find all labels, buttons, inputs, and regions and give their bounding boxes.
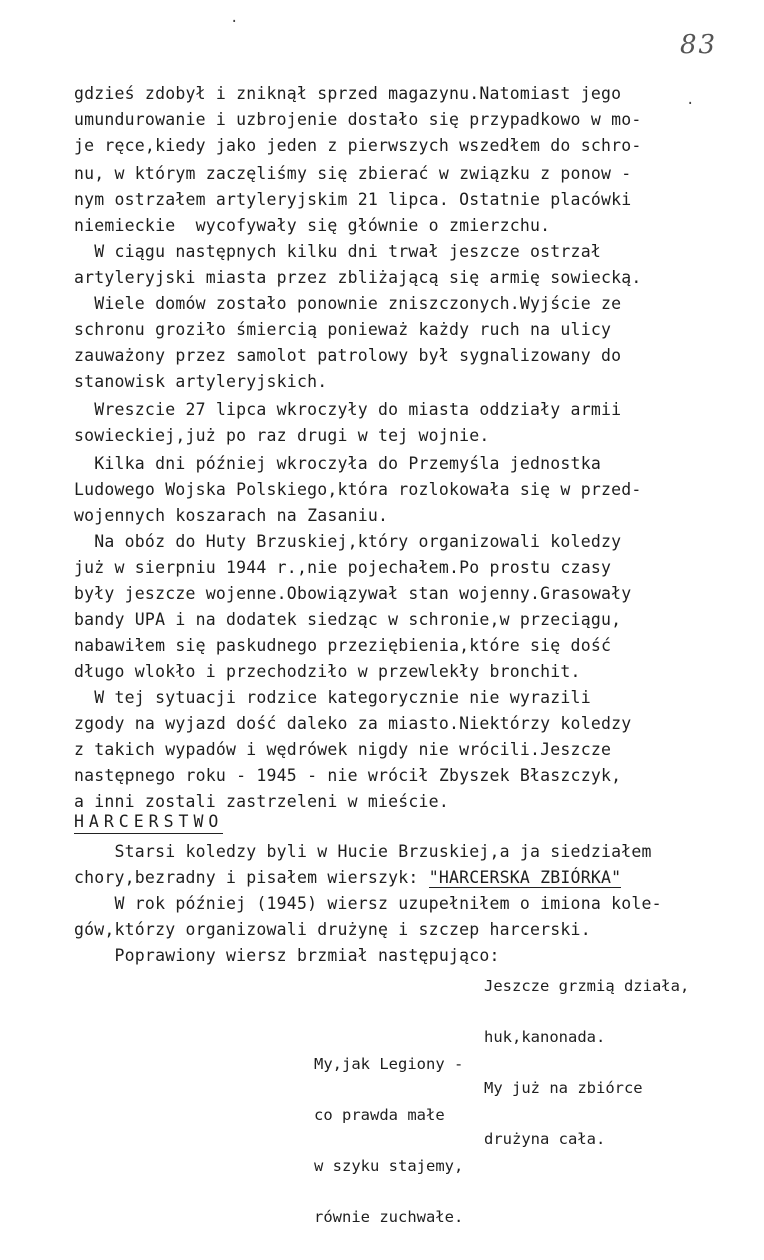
poem-line: huk,kanonada.	[484, 1028, 606, 1046]
poem-line: równie zuchwałe.	[314, 1208, 464, 1226]
poem-line: My,jak Legiony -	[314, 1055, 464, 1073]
text-line: nu, w którym zaczęliśmy się zbierać w związku z ponow -	[74, 164, 632, 183]
text-line: nym ostrzałem artyleryjskim 21 lipca. Ostatnie placówki	[74, 190, 632, 209]
text-line: niemieckie wycofywały się głównie o zmierzchu.	[74, 216, 551, 235]
text-line: gdzieś zdobył i zniknął sprzed magazynu.Natomiast jego	[74, 84, 622, 103]
text-line: a inni zostali zastrzeleni w mieście.	[74, 792, 449, 811]
poem-stanza-2	[314, 1022, 463, 1260]
text-line: wojennych koszarach na Zasaniu.	[74, 506, 389, 525]
poem-line: w szyku stajemy,	[314, 1157, 464, 1175]
text-line-prefix: chory,bezradny i pisałem wierszyk:	[74, 868, 429, 887]
text-line: Poprawiony wiersz brzmiał następująco:	[74, 946, 500, 965]
text-line: stanowisk artyleryjskich.	[74, 372, 328, 391]
text-line: W ciągu następnych kilku dni trwał jeszcze ostrzał	[74, 242, 601, 261]
text-line: z takich wypadów i wędrówek nigdy nie wrócili.Jeszcze	[74, 740, 612, 759]
text-line: W rok później (1945) wiersz uzupełniłem o imiona kole-	[74, 894, 662, 913]
text-line: Kilka dni później wkroczyła do Przemyśla jednostka	[74, 454, 601, 473]
text-line: Wreszcie 27 lipca wkroczyły do miasta oddziały armii	[74, 400, 622, 419]
text-line: były jeszcze wojenne.Obowiązywał stan wojenny.Grasowały	[74, 584, 632, 603]
poem-line: My już na zbiórce	[484, 1079, 643, 1097]
text-line: gów,którzy organizowali drużynę i szczep harcerski.	[74, 920, 591, 939]
text-line: umundurowanie i uzbrojenie dostało się przypadkowo w mo-	[74, 110, 642, 129]
poem-line: co prawda małe	[314, 1106, 445, 1124]
text-line: zgody na wyjazd dość daleko za miasto.Niektórzy koledzy	[74, 714, 632, 733]
text-line: je ręce,kiedy jako jeden z pierwszych wszedłem do schro-	[74, 136, 642, 155]
text-line	[74, 870, 621, 887]
page-number: 83	[680, 30, 718, 60]
text-line: bandy UPA i na dodatek siedząc w schronie,w przeciągu,	[74, 610, 622, 629]
text-line: W tej sytuacji rodzice kategorycznie nie wyrazili	[74, 688, 591, 707]
scan-speck: ·	[230, 14, 239, 30]
text-line: następnego roku - 1945 - nie wrócił Zbyszek Błaszczyk,	[74, 766, 622, 785]
poem-stanza-1	[484, 944, 689, 1182]
text-line: zauważony przez samolot patrolowy był sygnalizowany do	[74, 346, 622, 365]
text-line: Starsi koledzy byli w Hucie Brzuskiej,a ja siedziałem	[74, 842, 652, 861]
text-line: Wiele domów zostało ponownie zniszczonych.Wyjście ze	[74, 294, 622, 313]
poem-line: Jeszcze grzmią działa,	[484, 977, 690, 995]
section-heading: HARCERSTWO	[74, 812, 223, 834]
text-line: Ludowego Wojska Polskiego,która rozlokowała się w przed-	[74, 480, 642, 499]
poem-line: drużyna cała.	[484, 1130, 606, 1148]
scan-speck: ·	[686, 96, 695, 112]
text-line: artyleryjski miasta przez zbliżającą się armię sowiecką.	[74, 268, 642, 287]
text-line: sowieckiej,już po raz drugi w tej wojnie.	[74, 426, 490, 445]
text-line: już w sierpniu 1944 r.,nie pojechałem.Po prostu czasy	[74, 558, 612, 577]
text-line: długo wlokło i przechodziło w przewlekły bronchit.	[74, 662, 581, 681]
text-line: Na obóz do Huty Brzuskiej,który organizowali koledzy	[74, 532, 622, 551]
poem-title: "HARCERSKA ZBIÓRKA"	[428, 868, 622, 887]
text-line: schronu groziło śmiercią ponieważ każdy ruch na ulicy	[74, 320, 612, 339]
text-line: nabawiłem się paskudnego przeziębienia,które się dość	[74, 636, 612, 655]
